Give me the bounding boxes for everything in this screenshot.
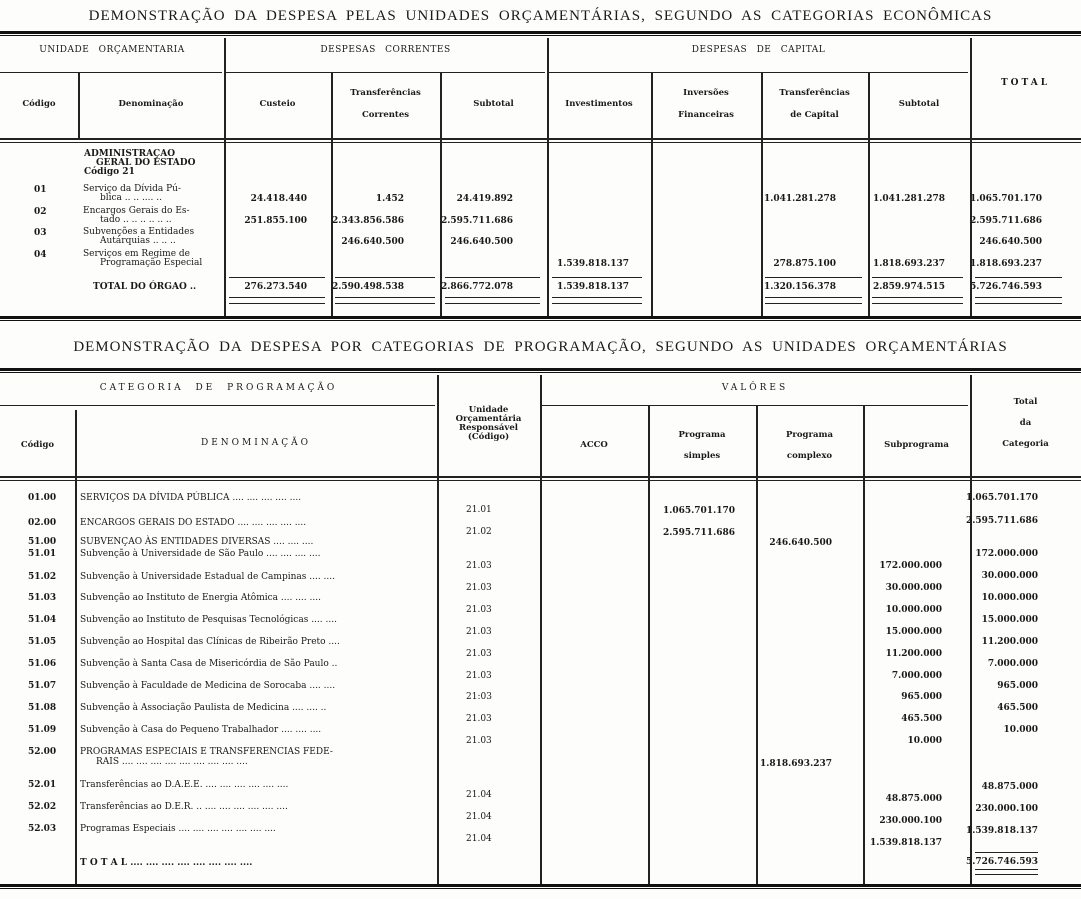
cell-subprograma: 15.000.000	[885, 627, 942, 637]
row-name: Subvenções a Entidades	[83, 227, 195, 237]
cell-transf-correntes: 246.640.500	[341, 237, 404, 247]
row-divider	[445, 297, 540, 298]
cell-programa-complexo: 246.640.500	[769, 538, 832, 548]
row-divider	[229, 303, 325, 304]
header-despesas-capital: DESPESAS DE CAPITAL	[691, 45, 826, 55]
row-name: Programas Especiais .... .... .... .... .... .... ....	[80, 824, 276, 834]
cell-programa-simples: 2.595.711.686	[662, 528, 735, 538]
total-transf-capital: 1.320.156.378	[763, 282, 836, 292]
row-code: 52.01	[28, 780, 57, 790]
table2-bottom-rule-inner	[0, 888, 1081, 889]
cell-subprograma: 172.000.000	[879, 561, 942, 571]
col-transf-correntes: Transferências	[350, 88, 421, 98]
cell-custeio: 24.418.440	[250, 194, 307, 204]
col-transf-capital: de Capital	[790, 110, 839, 120]
cell-unidade: 21.03	[466, 736, 492, 746]
col-denominacao: Denominação	[118, 99, 184, 109]
col-programa-complexo: Programa	[786, 430, 833, 440]
col-codigo: Código	[20, 440, 55, 450]
row-divider	[872, 303, 963, 304]
cell-total: 1.818.693.237	[969, 259, 1042, 269]
row-name-upper: SUBVENÇAO ÀS ENTIDADES DIVERSAS .... .... ....	[80, 537, 314, 547]
row-divider	[229, 277, 325, 278]
cell-subprograma: 965.000	[901, 692, 942, 702]
col-subtotal: Subtotal	[473, 99, 514, 109]
row-divider	[975, 277, 1062, 278]
cell-total-categoria: 48.875.000	[981, 782, 1038, 792]
row-divider	[975, 297, 1062, 298]
row-divider	[335, 277, 435, 278]
col-unidade: (Código)	[467, 432, 510, 442]
cell-subprograma: 230.000.100	[879, 816, 942, 826]
cell-total-categoria: 230.000.100	[975, 804, 1038, 814]
row-name: Transferências ao D.E.R. .. .... .... .... .... .... ....	[80, 802, 288, 812]
cell-transf-capital: 278.875.100	[773, 259, 836, 269]
cell-subprograma: 10.000.000	[885, 605, 942, 615]
col-total-categoria: da	[1019, 418, 1032, 428]
row-name-upper: SERVIÇOS DA DÍVIDA PÚBLICA .... .... .... .... ....	[80, 493, 302, 503]
row-divider	[445, 303, 540, 304]
cell-total-categoria: 10.000	[1003, 725, 1038, 735]
row-name: Serviço da Dívida Pú-	[83, 184, 182, 194]
table1-bottom-rule	[0, 316, 1081, 319]
cell-programa-simples: 1.065.701.170	[662, 506, 735, 516]
column-divider	[540, 375, 542, 885]
cell-subtotal: 246.640.500	[450, 237, 513, 247]
row-name: Encargos Gerais do Es-	[83, 206, 190, 216]
row-divider	[226, 72, 545, 73]
cell-custeio: 251.855.100	[244, 216, 307, 226]
row-name: Subvenção à Universidade Estadual de Campinas .... ....	[80, 572, 335, 582]
cell-subtotal-capital: 1.818.693.237	[872, 259, 945, 269]
row-name: Programação Especial	[100, 258, 203, 268]
column-divider	[75, 410, 77, 885]
row-code: 52.03	[28, 824, 57, 834]
row-divider	[0, 405, 435, 406]
col-unidade: Orçamentária	[455, 414, 522, 424]
cell-subtotal: 24.419.892	[456, 194, 513, 204]
row-divider	[552, 297, 642, 298]
table1-header-rule	[0, 138, 1081, 140]
col-custeio: Custeio	[259, 99, 296, 109]
table2-top-rule-inner	[0, 372, 1081, 373]
total-total: 5.726.746.593	[969, 282, 1042, 292]
cell-subprograma: 11.200.000	[885, 649, 942, 659]
cell-unidade: 21.02	[466, 527, 492, 537]
row-divider	[975, 852, 1038, 853]
row-divider	[765, 277, 862, 278]
cell-unidade: 21:03	[466, 692, 492, 702]
row-code: 51.07	[28, 681, 57, 691]
grand-total: 5.726.746.593	[965, 857, 1038, 867]
row-divider	[552, 277, 642, 278]
row-name-upper: PROGRAMAS ESPECIAIS E TRANSFERENCIAS FEDE-	[80, 747, 333, 757]
col-denominacao: DENOMINAÇÃO	[201, 438, 311, 448]
cell-total-categoria: 1.065.701.170	[965, 493, 1038, 503]
row-code: 52.00	[28, 747, 57, 757]
row-name: Autárquias .. .. ..	[100, 236, 176, 246]
row-name: Subvenção à Casa do Pequeno Trabalhador .... .... ....	[80, 725, 322, 735]
row-divider	[445, 277, 540, 278]
row-code: 04	[34, 250, 47, 260]
cell-total-categoria: 465.500	[997, 703, 1038, 713]
row-divider	[872, 277, 963, 278]
header-total: TOTAL	[1000, 78, 1051, 88]
col-transf-correntes: Correntes	[361, 110, 410, 120]
col-subtotal-capital: Subtotal	[898, 99, 940, 109]
row-name: Subvenção à Universidade de São Paulo .... .... .... ....	[80, 549, 321, 559]
row-name: Serviços em Regime de	[83, 249, 190, 259]
column-divider	[970, 375, 972, 885]
cell-unidade: 21.03	[466, 671, 492, 681]
cell-total-categoria: 1.539.818.137	[965, 826, 1038, 836]
cell-total-categoria: 15.000.000	[981, 615, 1038, 625]
col-programa-complexo: complexo	[786, 451, 833, 461]
cell-subprograma: 10.000	[907, 736, 942, 746]
row-code: 52.02	[28, 802, 57, 812]
table2-bottom-rule	[0, 884, 1081, 887]
row-divider	[552, 303, 642, 304]
col-acco: ACCO	[580, 440, 608, 450]
row-code: 51.06	[28, 659, 57, 669]
cell-total-categoria: 172.000.000	[975, 549, 1038, 559]
orgao-code: Código 21	[84, 167, 135, 177]
cell-total-categoria: 2.595.711.686	[965, 516, 1038, 526]
cell-subprograma: 7.000.000	[891, 671, 942, 681]
col-total-categoria: Total	[1013, 397, 1038, 407]
cell-transf-capital: 1.041.281.278	[763, 194, 836, 204]
row-code: 01	[34, 185, 47, 195]
row-divider	[542, 405, 968, 406]
cell-transf-correntes: 1.452	[375, 194, 404, 204]
orgao-name: ADMINISTRAÇAO	[84, 149, 176, 159]
total-investimentos: 1.539.818.137	[556, 282, 629, 292]
row-name: Subvenção ao Instituto de Energia Atômica .... .... ....	[80, 593, 321, 603]
col-inversoes: Inversões	[683, 88, 729, 98]
row-code: 51.03	[28, 593, 57, 603]
row-name: Transferências ao D.A.E.E. .... .... .... .... .... ....	[80, 780, 289, 790]
cell-unidade: 21.03	[466, 561, 492, 571]
row-code: 51.02	[28, 572, 57, 582]
cell-unidade: 21.03	[466, 605, 492, 615]
row-divider	[229, 297, 325, 298]
cell-unidade: 21.03	[466, 583, 492, 593]
cell-subtotal: 2.595.711.686	[440, 216, 513, 226]
row-name: blica .. .. .... ..	[100, 193, 162, 203]
cell-subtotal-capital: 1.041.281.278	[872, 194, 945, 204]
col-unidade: Responsável	[459, 423, 518, 433]
row-code: 03	[34, 228, 47, 238]
total-subtotal-capital: 2.859.974.515	[872, 282, 945, 292]
cell-unidade: 21.03	[466, 649, 492, 659]
row-name: Subvenção ao Hospital das Clínicas de Ribeirão Preto ....	[80, 637, 340, 647]
cell-total-categoria: 965.000	[997, 681, 1038, 691]
cell-subprograma: 465.500	[901, 714, 942, 724]
col-transf-capital: Transferências	[779, 88, 850, 98]
row-code: 51.04	[28, 615, 57, 625]
cell-unidade: 21.04	[466, 834, 492, 844]
col-unidade: Unidade	[468, 405, 509, 415]
cell-total-categoria: 11.200.000	[981, 637, 1038, 647]
row-code: 02	[34, 207, 47, 217]
table1-title: DEMONSTRAÇÃO DA DESPESA PELAS UNIDADES ORÇAMENTÁRIAS, SEGUNDO AS CATEGORIAS ECONÔMICAS	[88, 8, 993, 24]
cell-subprograma: 1.539.818.137	[869, 838, 942, 848]
column-divider	[547, 38, 549, 318]
table1-bottom-rule-inner	[0, 320, 1081, 321]
cell-total-categoria: 10.000.000	[981, 593, 1038, 603]
row-code: 51.01	[28, 549, 57, 559]
row-name: Subvenção ao Instituto de Pesquisas Tecnológicas .... ....	[80, 615, 337, 625]
row-divider	[975, 874, 1038, 875]
cell-unidade: 21.03	[466, 627, 492, 637]
cell-unidade: 21.04	[466, 812, 492, 822]
cell-investimentos: 1.539.818.137	[556, 259, 629, 269]
cell-transf-correntes: 2.343.856.586	[331, 216, 404, 226]
total-custeio: 276.273.540	[244, 282, 307, 292]
row-name: Subvenção à Faculdade de Medicina de Sorocaba .... ....	[80, 681, 336, 691]
table2-title: DEMONSTRAÇÃO DA DESPESA POR CATEGORIAS DE PROGRAMAÇÃO, SEGUNDO AS UNIDADES ORÇAMENTÁRIAS	[73, 339, 1008, 355]
row-divider	[335, 303, 435, 304]
cell-total: 2.595.711.686	[969, 216, 1042, 226]
cell-unidade: 21.04	[466, 790, 492, 800]
row-code: 51.08	[28, 703, 57, 713]
cell-subprograma: 30.000.000	[885, 583, 942, 593]
row-code: 01.00	[28, 493, 57, 503]
row-name: Subvenção à Santa Casa de Misericórdia de São Paulo ..	[80, 659, 338, 669]
total-label: T O T A L .... .... .... .... .... .... .... ....	[80, 858, 253, 868]
total-subtotal: 2.866.772.078	[440, 282, 513, 292]
orgao-name: GERAL DO ESTADO	[96, 158, 196, 168]
cell-total-categoria: 7.000.000	[987, 659, 1038, 669]
row-divider	[0, 72, 222, 73]
row-name-upper: ENCARGOS GERAIS DO ESTADO .... .... .... .... ....	[80, 518, 307, 528]
col-subprograma: Subprograma	[884, 440, 949, 450]
header-despesas-correntes: DESPESAS CORRENTES	[320, 45, 451, 55]
row-divider	[975, 303, 1062, 304]
row-name: tado .. .. .. .. .. ..	[100, 215, 172, 225]
cell-unidade: 21.01	[466, 505, 492, 515]
col-programa-simples: Programa	[678, 430, 726, 440]
table2-top-rule	[0, 368, 1081, 371]
cell-unidade: 21.03	[466, 714, 492, 724]
table1-header-rule-inner	[0, 142, 1081, 143]
row-divider	[872, 297, 963, 298]
table2-header-rule	[0, 476, 1081, 478]
total-orgao-label: TOTAL DO ÓRGAO ..	[93, 282, 197, 292]
table2-header-rule-inner	[0, 480, 1081, 481]
col-programa-simples: simples	[683, 451, 721, 461]
cell-total-categoria: 30.000.000	[981, 571, 1038, 581]
row-divider	[335, 297, 435, 298]
column-divider	[437, 375, 439, 885]
row-code: 02.00	[28, 518, 57, 528]
row-divider	[975, 869, 1038, 870]
row-divider	[765, 303, 862, 304]
row-name: Subvenção à Associação Paulista de Medicina .... .... ..	[80, 703, 327, 713]
table1-top-rule-inner	[0, 35, 1081, 36]
header-unidade-orcamentaria: UNIDADE ORÇAMENTARIA	[39, 45, 185, 55]
table1-top-rule	[0, 31, 1081, 34]
column-divider	[224, 38, 226, 318]
cell-total: 246.640.500	[979, 237, 1042, 247]
col-inversoes: Financeiras	[678, 110, 734, 120]
row-name: RAIS .... .... .... .... .... .... .... .... ....	[96, 757, 248, 767]
row-divider	[765, 297, 862, 298]
cell-programa-complexo: 1.818.693.237	[759, 759, 832, 769]
row-code: 51.09	[28, 725, 57, 735]
col-total-categoria: Categoria	[1002, 439, 1049, 449]
row-divider	[549, 72, 968, 73]
cell-total: 1.065.701.170	[969, 194, 1042, 204]
cell-subprograma: 48.875.000	[885, 794, 942, 804]
col-investimentos: Investimentos	[565, 99, 633, 109]
col-codigo: Código	[22, 99, 56, 109]
header-categoria-programacao: CATEGORIA DE PROGRAMAÇÃO	[99, 383, 338, 393]
header-valores: VALÔRES	[721, 383, 789, 393]
row-code: 51.00	[28, 537, 57, 547]
total-transf-correntes: 2.590.498.538	[331, 282, 404, 292]
row-code: 51.05	[28, 637, 57, 647]
